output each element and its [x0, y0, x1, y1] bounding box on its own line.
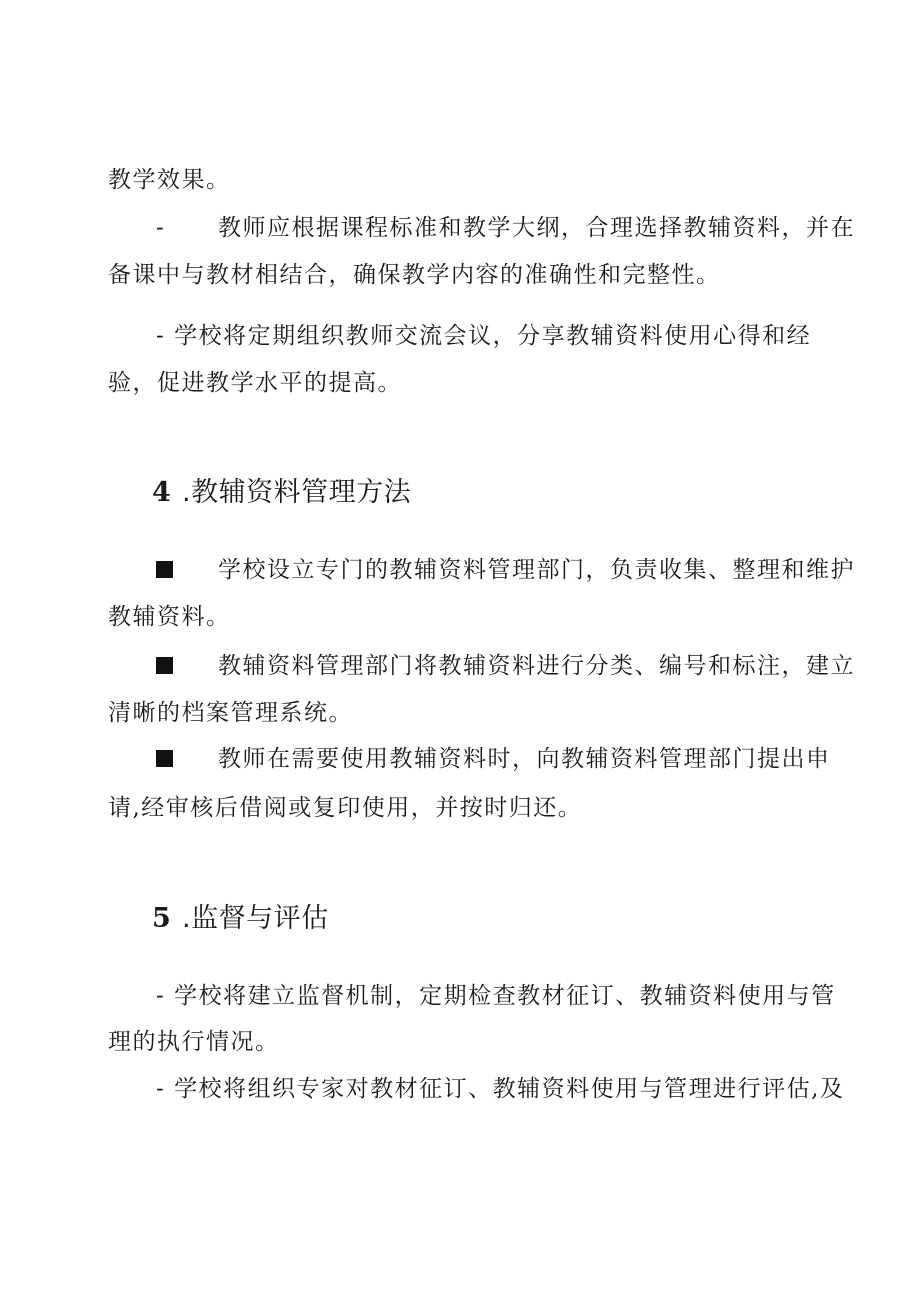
list-item-line: 教辅资料管理部门将教辅资料进行分类、编号和标注，建立 [218, 653, 855, 679]
list-item-line: 请,经审核后借阅或复印使用，并按时归还。 [108, 795, 583, 821]
list-item-line: 教辅资料。 [108, 604, 231, 630]
list-item-line: 教师在需要使用教辅资料时，向教辅资料管理部门提出申 [218, 746, 831, 772]
list-item-line: 验，促进教学水平的提高。 [108, 370, 402, 396]
square-bullet-icon [156, 750, 173, 767]
square-bullet-icon [156, 657, 173, 674]
list-item-line: - 学校将组织专家对教材征订、教辅资料使用与管理进行评估,及 [156, 1076, 845, 1102]
paragraph-line: 教学效果。 [108, 167, 231, 193]
list-item-line: 理的执行情况。 [108, 1029, 280, 1055]
section-title: .监督与评估 [182, 903, 329, 934]
dash-marker: - [156, 215, 164, 241]
list-item-line: 学校设立专门的教辅资料管理部门，负责收集、整理和维护 [218, 557, 855, 583]
section-number: 5 [152, 903, 172, 934]
square-bullet-icon [156, 561, 173, 578]
section-number: 4 [152, 477, 172, 508]
section-heading [152, 475, 411, 511]
section-title: .教辅资料管理方法 [182, 477, 412, 508]
list-item-line: 清晰的档案管理系统。 [108, 700, 353, 726]
list-item-line: - 学校将建立监督机制，定期检查教材征订、教辅资料使用与管 [156, 983, 836, 1009]
list-item-line: - 学校将定期组织教师交流会议，分享教辅资料使用心得和经 [156, 323, 812, 349]
list-item-line: 备课中与教材相结合，确保教学内容的准确性和完整性。 [108, 262, 721, 288]
list-item-line: 教师应根据课程标准和教学大纲，合理选择教辅资料，并在 [218, 215, 855, 241]
section-heading [152, 901, 329, 937]
